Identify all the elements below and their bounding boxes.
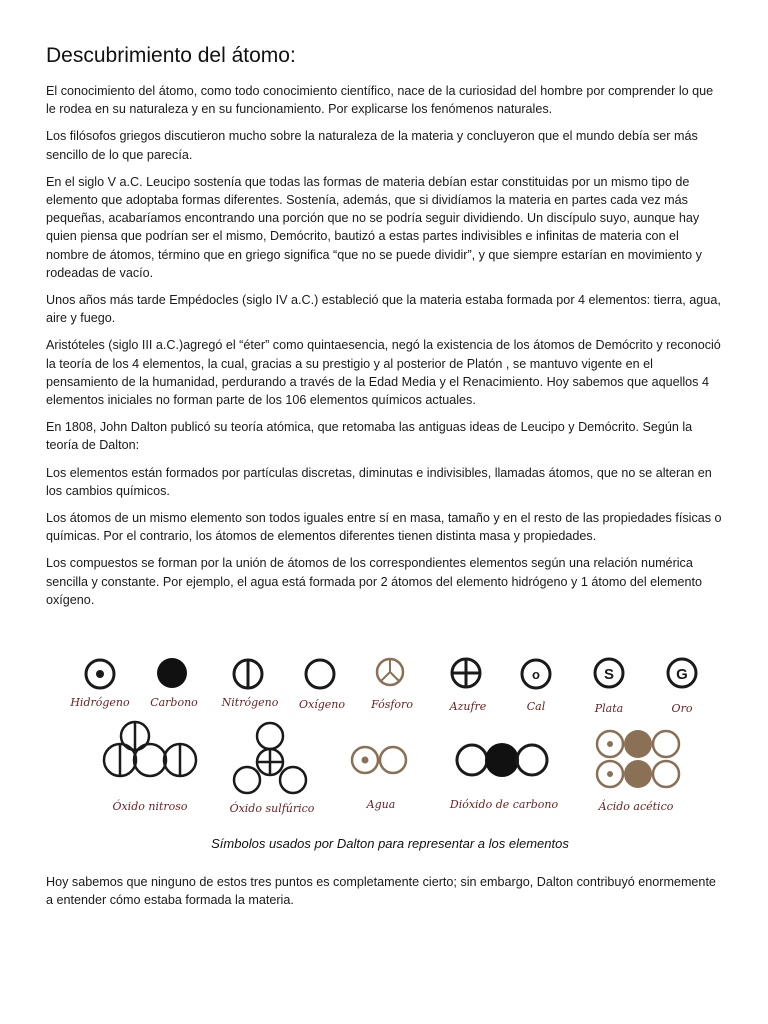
symbol-oxido-nitroso xyxy=(104,722,196,813)
paragraph: El conocimiento del átomo, como todo conocimiento científico, nace de la curiosidad del hombre por comprender lo que le rodea en su naturaleza y en su funcionamiento. Por explicarse los fenómenos naturales. xyxy=(46,84,714,117)
element-label: Oxígeno xyxy=(299,698,345,711)
symbol-fosforo xyxy=(370,659,413,711)
page-title: Descubrimiento del átomo: xyxy=(46,44,296,67)
dalton-symbols-figure xyxy=(50,640,730,870)
symbol-letter: S xyxy=(603,666,615,683)
compound-label: Agua xyxy=(366,798,396,811)
symbol-cal xyxy=(522,660,550,713)
symbol-azufre xyxy=(449,659,487,713)
symbol-letter: o xyxy=(532,667,540,682)
document-body xyxy=(46,82,722,618)
element-label: Plata xyxy=(594,702,624,715)
paragraph: Unos años más tarde Empédocles (siglo IV a.C.) estableció que la materia estaba formada por 4 elementos: tierra, agua, aire y fuego. xyxy=(46,293,721,326)
symbol-plata xyxy=(594,659,623,715)
symbol-oxigeno xyxy=(299,660,345,711)
element-label: Nitrógeno xyxy=(221,696,279,709)
symbol-letter: G xyxy=(676,666,688,683)
element-label: Carbono xyxy=(150,696,198,709)
paragraph: En el siglo V a.C. Leucipo sostenía que todas las formas de materia debían estar constituidas por un mismo tipo de elemento que adoptaba formas diferentes. Sostenía, además, que si dividíamos la materia en partes cada vez más pequeñas, acabaríamos encontrando una porción que no se podría seguir dividiendo. Un discípulo suyo, aunque hay quien piensa que podrían ser el mismo, Demócrito, bautizó a estas partes indivisibles e infinitas de materia con el nombre de átomos, término que en griego significa “que no se puede dividir”, y que siempre estarían en movimiento y rodeadas de vacío. xyxy=(46,174,702,280)
symbol-acido-acetico xyxy=(597,730,679,813)
element-label: Azufre xyxy=(449,700,487,713)
symbol-nitrogeno xyxy=(221,660,279,709)
compound-label: Dióxido de carbono xyxy=(449,798,559,811)
paragraph: Los elementos están formados por partículas discretas, diminutas e indivisibles, llamadas átomos, que no se alteran en los cambios químicos. xyxy=(46,465,712,498)
symbol-agua xyxy=(352,747,406,811)
symbol-dioxido-de-carbono xyxy=(449,743,559,811)
paragraph: En 1808, John Dalton publicó su teoría atómica, que retomaba las antiguas ideas de Leucipo y Demócrito. Según la teoría de Dalton: xyxy=(46,420,693,453)
paragraph: Aristóteles (siglo III a.C.)agregó el “éter” como quintaesencia, negó la existencia de los átomos de Demócrito y reconoció la teoría de los 4 elementos, la cual, gracias a su prestigio y al posterior de Platón , se mantuvo vigente en el pensamiento de la humanidad, perdurando a través de la Edad Media y el Renacimiento. Hoy sabemos que aquellos 4 elementos iniciales no forman parte de los 106 elementos químicos actuales. xyxy=(46,338,721,408)
element-label: Fósforo xyxy=(371,698,413,711)
symbol-hidrogeno xyxy=(69,660,130,709)
compound-label: Ácido acético xyxy=(598,800,674,813)
symbol-oro xyxy=(668,659,696,715)
compound-label: Óxido nitroso xyxy=(112,800,188,813)
dalton-symbols-illustration xyxy=(50,640,730,830)
paragraph: Los filósofos griegos discutieron mucho sobre la naturaleza de la materia y concluyeron que el mundo debía ser más sencillo de lo que parecía. xyxy=(46,129,698,162)
paragraph: Los átomos de un mismo elemento son todos iguales entre sí en masa, tamaño y en el resto de las propiedades físicas o químicas. Por el contrario, los átomos de elementos diferentes tienen distinta masa y propiedades. xyxy=(46,511,722,544)
paragraph: Los compuestos se forman por la unión de átomos de los correspondientes elementos según una relación numérica sencilla y constante. Por ejemplo, el agua está formada por 2 átomos del elemento hidrógeno y 1 átomo del elemento oxígeno. xyxy=(46,556,702,607)
symbol-oxido-sulfurico xyxy=(230,723,315,815)
element-label: Oro xyxy=(671,702,693,715)
figure-caption: Símbolos usados por Dalton para representar a los elementos xyxy=(211,836,569,851)
compound-label: Óxido sulfúrico xyxy=(229,802,315,815)
closing-paragraph: Hoy sabemos que ninguno de estos tres puntos es completamente cierto; sin embargo, Dalton contribuyó enormemente a entender cómo estaba formada la materia. xyxy=(46,875,716,908)
element-label: Cal xyxy=(526,700,546,713)
symbol-carbono xyxy=(150,658,198,709)
element-label: Hidrógeno xyxy=(70,696,130,709)
